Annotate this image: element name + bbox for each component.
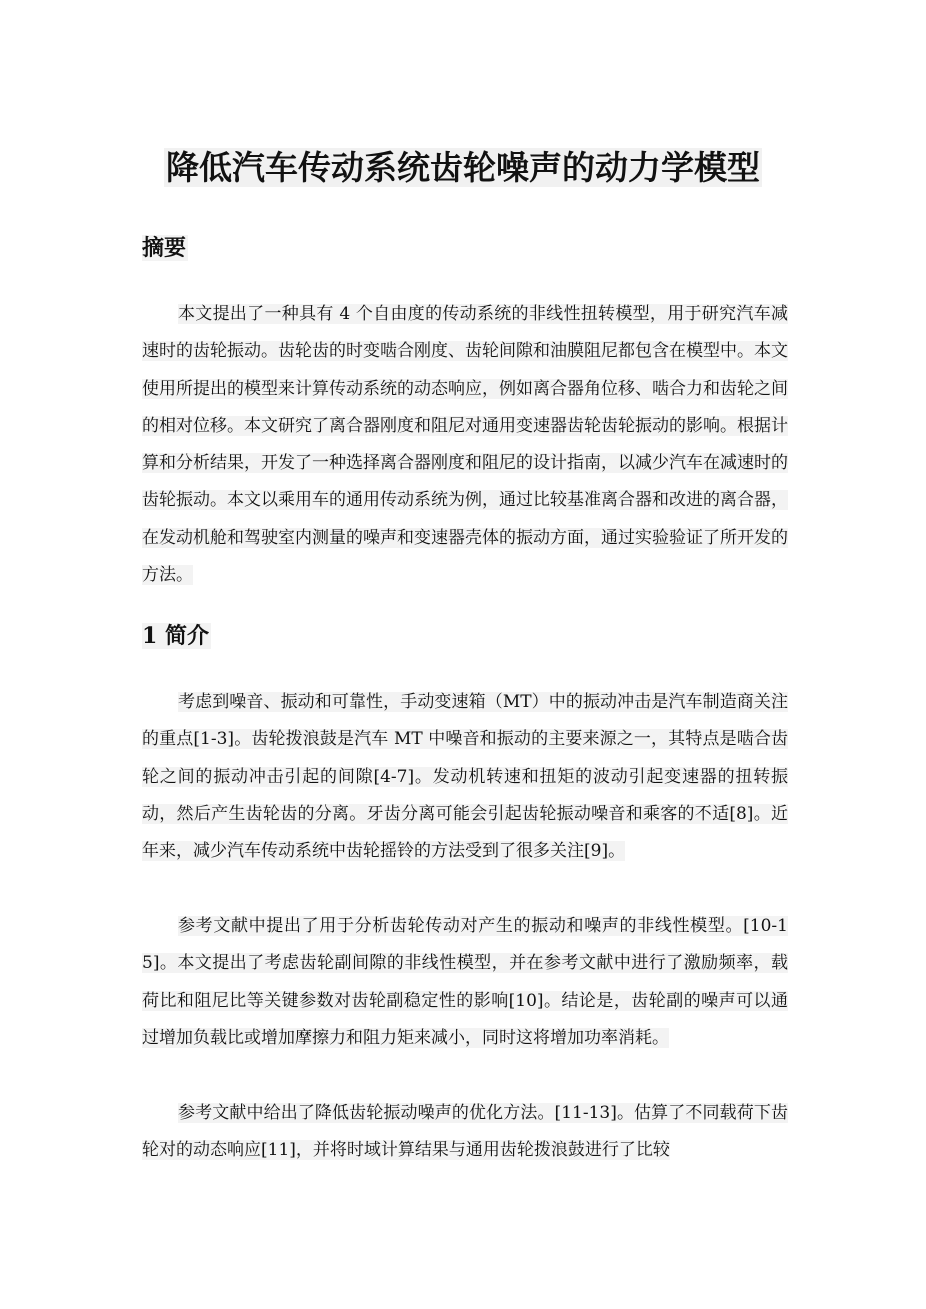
abstract-paragraph <box>142 296 788 594</box>
section-1-paragraph-3-text: 参考文献中给出了降低齿轮振动噪声的优化方法。[11-13]。估算了不同载荷下齿轮对的动态响应[11]，并将时域计算结果与通用齿轮拨浪鼓进行了比较 <box>142 1103 788 1161</box>
abstract-heading <box>142 232 188 264</box>
document-title <box>0 143 926 193</box>
section-1-paragraph-1 <box>142 684 788 870</box>
section-1-paragraph-1-text: 考虑到噪音、振动和可靠性，手动变速箱（MT）中的振动冲击是汽车制造商关注的重点[1-3]。齿轮拨浪鼓是汽车 MT 中噪音和振动的主要来源之一，其特点是啮合齿轮之间的振动冲击引起的间隙[4-7]。发动机转速和扭矩的波动引起变速器的扭转振动，然后产生齿轮齿的分离。牙齿分离可能会引起齿轮振动噪音和乘客的不适[8]。近年来，减少汽车传动系统中齿轮摇铃的方法受到了很多关注[9]。 <box>142 692 788 862</box>
document-title-text: 降低汽车传动系统齿轮噪声的动力学模型 <box>166 148 760 187</box>
section-1-paragraph-3 <box>142 1095 788 1170</box>
section-1-heading-text: 1 简介 <box>142 623 209 649</box>
abstract-text: 本文提出了一种具有 4 个自由度的传动系统的非线性扭转模型，用于研究汽车减速时的齿轮振动。齿轮齿的时变啮合刚度、齿轮间隙和油膜阻尼都包含在模型中。本文使用所提出的模型来计算传动系统的动态响应，例如离合器角位移、啮合力和齿轮之间的相对位移。本文研究了离合器刚度和阻尼对通用变速器齿轮齿轮振动的影响。根据计算和分析结果，开发了一种选择离合器刚度和阻尼的设计指南，以减少汽车在减速时的齿轮振动。本文以乘用车的通用传动系统为例，通过比较基准离合器和改进的离合器，在发动机舱和驾驶室内测量的噪声和变速器壳体的振动方面，通过实验验证了所开发的方法。 <box>142 304 788 586</box>
section-1-heading <box>142 620 211 652</box>
abstract-heading-text: 摘要 <box>142 235 187 261</box>
section-1-paragraph-2-text: 参考文献中提出了用于分析齿轮传动对产生的振动和噪声的非线性模型。[10-15]。本文提出了考虑齿轮副间隙的非线性模型，并在参考文献中进行了激励频率，载荷比和阻尼比等关键参数对齿轮副稳定性的影响[10]。结论是，齿轮副的噪声可以通过增加负载比或增加摩擦力和阻力矩来减小，同时这将增加功率消耗。 <box>142 916 788 1048</box>
section-1-paragraph-2 <box>142 908 788 1057</box>
